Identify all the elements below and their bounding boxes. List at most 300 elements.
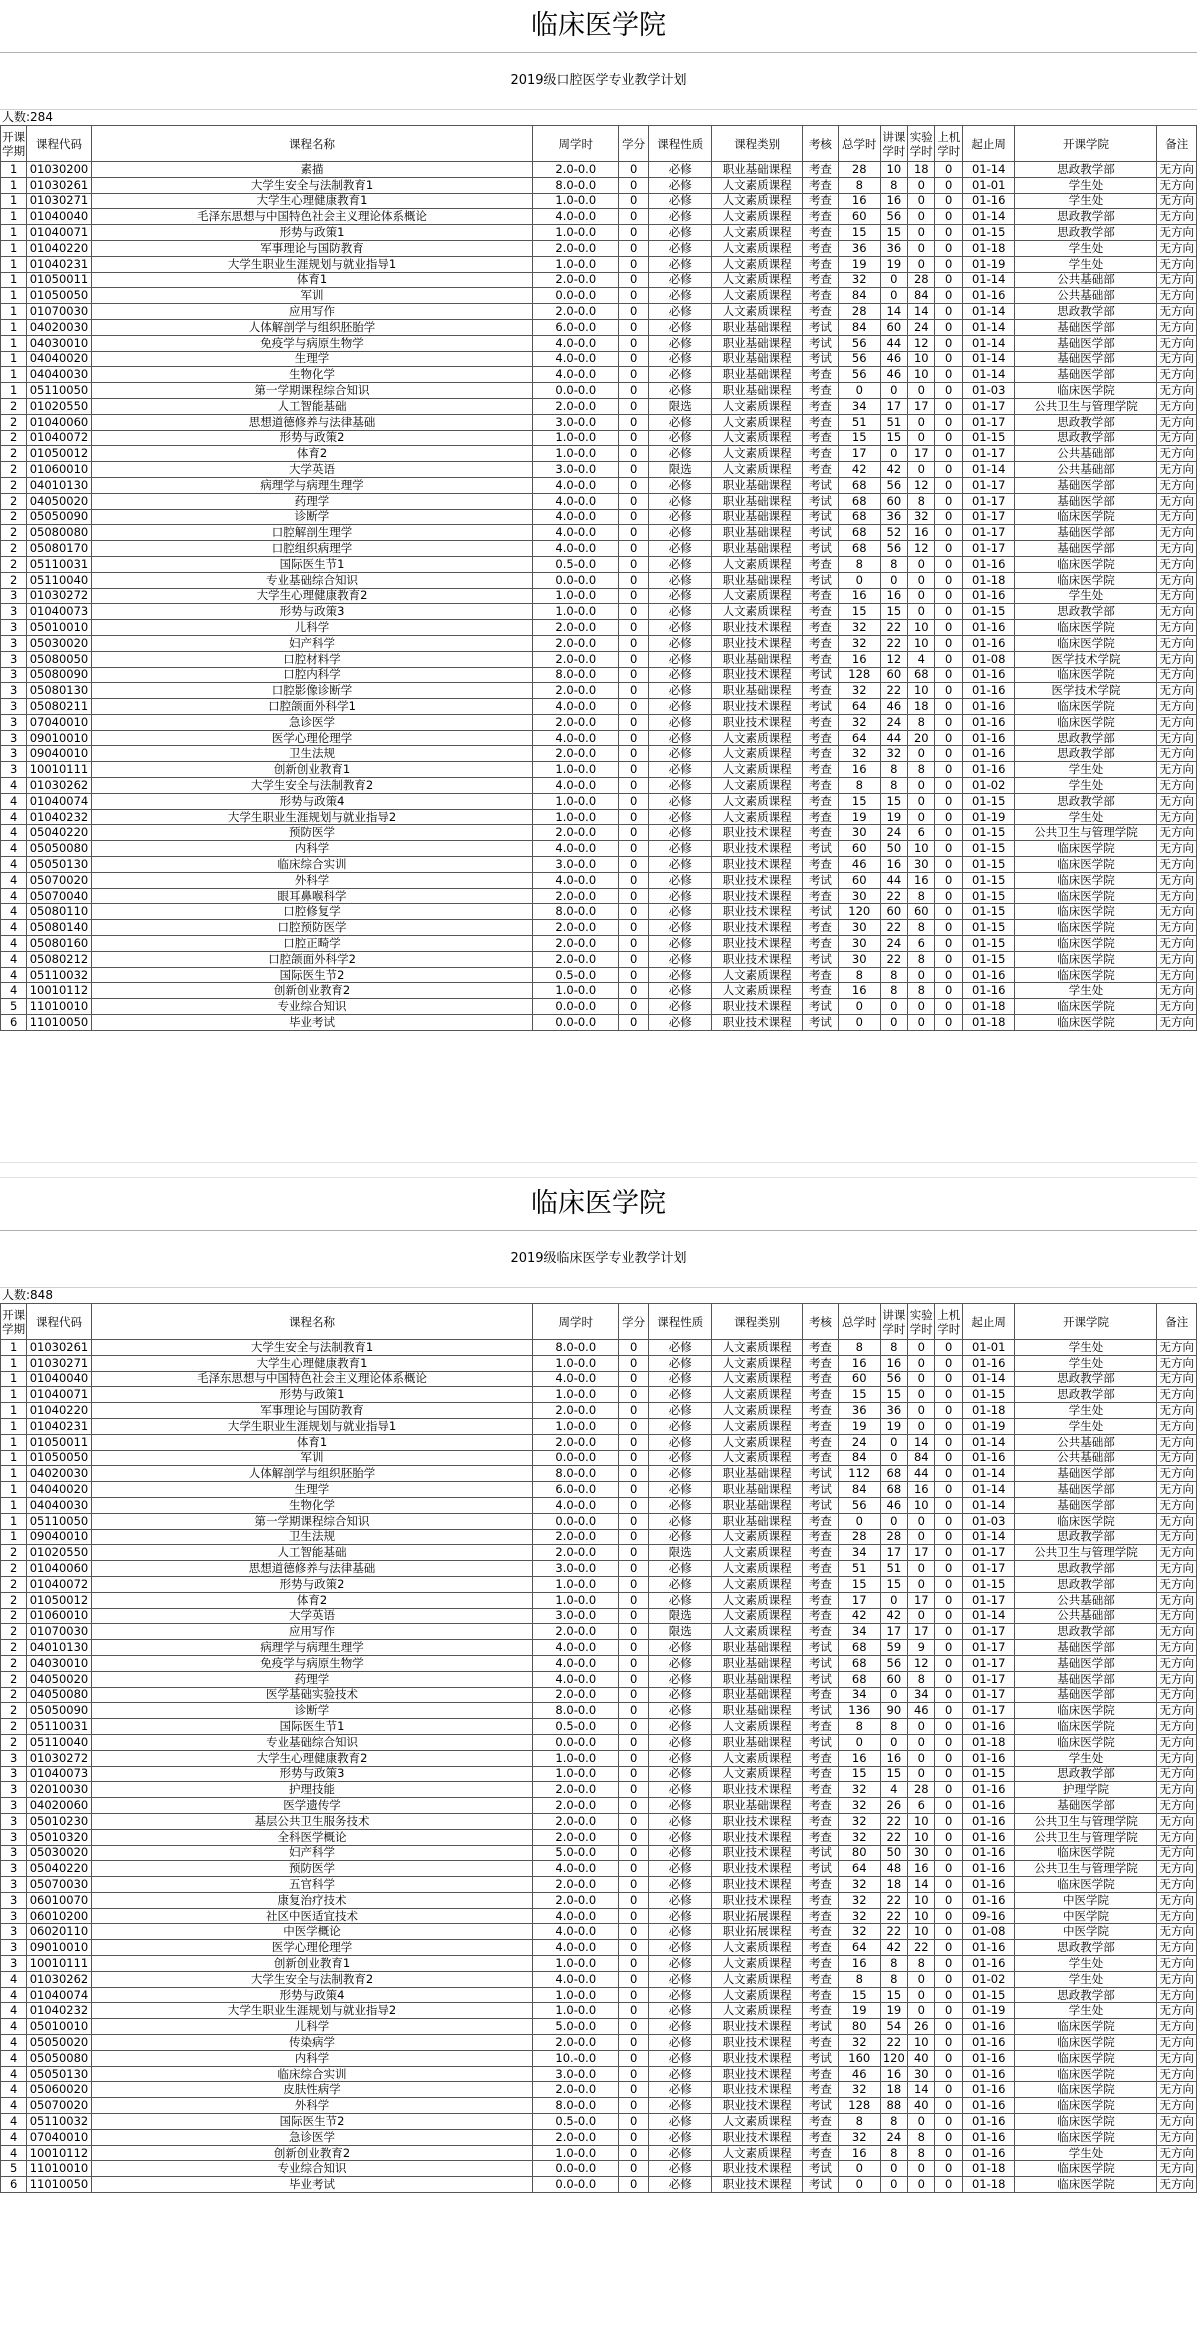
table-cell: 0 [619, 398, 649, 414]
table-cell: 01040232 [27, 809, 91, 825]
table-cell: 临床医学院 [1015, 699, 1157, 715]
table-cell: 0 [619, 872, 649, 888]
table-cell: 80 [838, 2019, 880, 2035]
table-cell: 必修 [649, 872, 712, 888]
table-cell: 0 [619, 509, 649, 525]
table-cell: 5.0-0.0 [533, 1845, 619, 1861]
table-cell: 考查 [803, 430, 839, 446]
table-cell: 临床医学院 [1015, 1513, 1157, 1529]
table-cell: 无方向 [1157, 1529, 1197, 1545]
table-cell: 8 [838, 556, 880, 572]
table-cell: 临床医学院 [1015, 1734, 1157, 1750]
table-cell: 01030271 [27, 1355, 91, 1371]
table-cell: 0 [935, 193, 962, 209]
table-cell: 34 [838, 1687, 880, 1703]
table-cell: 02010030 [27, 1782, 91, 1798]
table-cell: 05110040 [27, 1734, 91, 1750]
table-cell: 考查 [803, 1687, 839, 1703]
table-cell: 1 [1, 304, 27, 320]
table-cell: 0 [908, 604, 935, 620]
table-cell: 必修 [649, 1734, 712, 1750]
table-cell: 17 [908, 1592, 935, 1608]
table-cell: 36 [838, 240, 880, 256]
table-row [1, 525, 1197, 541]
table-cell: 必修 [649, 556, 712, 572]
table-cell: 人文素质课程 [712, 1529, 803, 1545]
table-row [1, 635, 1197, 651]
table-cell: 1.0-0.0 [533, 1418, 619, 1434]
table-cell: 84 [838, 319, 880, 335]
table-row [1, 1450, 1197, 1466]
table-cell: 8 [880, 1340, 907, 1356]
table-cell: 8 [838, 778, 880, 794]
table-cell: 0 [935, 2019, 962, 2035]
table-cell: 0 [619, 240, 649, 256]
table-cell: 必修 [649, 1766, 712, 1782]
table-cell: 临床医学院 [1015, 667, 1157, 683]
table-cell: 2 [1, 446, 27, 462]
table-cell: 3 [1, 1766, 27, 1782]
table-cell: 必修 [649, 1892, 712, 1908]
table-cell: 必修 [649, 620, 712, 636]
table-row [1, 2114, 1197, 2130]
table-row [1, 904, 1197, 920]
table-cell: 0.0-0.0 [533, 2161, 619, 2177]
table-cell: 1 [1, 1403, 27, 1419]
table-cell: 0 [908, 809, 935, 825]
table-cell: 6.0-0.0 [533, 319, 619, 335]
table-cell: 01-16 [962, 983, 1015, 999]
table-cell: 职业技术课程 [712, 2098, 803, 2114]
table-row [1, 920, 1197, 936]
table-cell: 8 [880, 967, 907, 983]
table-cell: 42 [880, 1608, 907, 1624]
table-cell: 0 [880, 2161, 907, 2177]
table-cell: 01-14 [962, 1497, 1015, 1513]
table-cell: 必修 [649, 1671, 712, 1687]
table-cell: 无方向 [1157, 1908, 1197, 1924]
table-cell: 必修 [649, 572, 712, 588]
table-cell: 考试 [803, 1703, 839, 1719]
table-cell: 22 [880, 920, 907, 936]
table-cell: 05050020 [27, 2035, 91, 2051]
table-cell: 0 [619, 556, 649, 572]
table-cell: 学生处 [1015, 1418, 1157, 1434]
table-cell: 14 [908, 304, 935, 320]
table-cell: 0 [619, 983, 649, 999]
table-cell: 0 [935, 1371, 962, 1387]
table-cell: 0 [935, 1482, 962, 1498]
table-cell: 4.0-0.0 [533, 1924, 619, 1940]
table-cell: 职业技术课程 [712, 667, 803, 683]
table-cell: 人文素质课程 [712, 1719, 803, 1735]
table-cell: 14 [880, 304, 907, 320]
table-cell: 01030261 [27, 177, 91, 193]
table-cell: 0 [838, 999, 880, 1015]
table-row [1, 825, 1197, 841]
table-cell: 28 [838, 1529, 880, 1545]
table-cell: 0 [935, 177, 962, 193]
table-cell: 妇产科学 [91, 635, 533, 651]
table-cell: 3.0-0.0 [533, 462, 619, 478]
table-cell: 6 [908, 1798, 935, 1814]
table-row [1, 430, 1197, 446]
table-cell: 职业技术课程 [712, 1877, 803, 1893]
table-cell: 无方向 [1157, 588, 1197, 604]
table-cell: 0 [935, 825, 962, 841]
table-cell: 16 [838, 651, 880, 667]
table-cell: 无方向 [1157, 1892, 1197, 1908]
table-cell: 考试 [803, 1497, 839, 1513]
table-cell: 必修 [649, 1529, 712, 1545]
table-cell: 无方向 [1157, 825, 1197, 841]
table-cell: 0 [619, 620, 649, 636]
table-cell: 0 [619, 857, 649, 873]
table-cell: 0 [619, 1924, 649, 1940]
table-cell: 0 [935, 2066, 962, 2082]
table-cell: 8 [908, 714, 935, 730]
table-cell: 01-16 [962, 288, 1015, 304]
table-cell: 考查 [803, 272, 839, 288]
table-cell: 限选 [649, 1624, 712, 1640]
table-cell: 思政教学部 [1015, 225, 1157, 241]
plan-subtitle: 2019级口腔医学专业教学计划 [0, 53, 1197, 110]
column-header: 学分 [619, 1304, 649, 1340]
table-cell: 0 [908, 2114, 935, 2130]
table-cell: 24 [880, 825, 907, 841]
table-cell: 68 [838, 1640, 880, 1656]
table-cell: 2.0-0.0 [533, 304, 619, 320]
table-cell: 无方向 [1157, 414, 1197, 430]
table-cell: 考试 [803, 999, 839, 1015]
table-cell: 01-16 [962, 2098, 1015, 2114]
table-cell: 16 [908, 1861, 935, 1877]
table-cell: 外科学 [91, 2098, 533, 2114]
table-cell: 大学生安全与法制教育1 [91, 177, 533, 193]
table-cell: 4 [1, 841, 27, 857]
column-header: 总学时 [838, 126, 880, 162]
table-cell: 职业技术课程 [712, 1861, 803, 1877]
table-cell: 51 [838, 1561, 880, 1577]
table-cell: 必修 [649, 1829, 712, 1845]
table-cell: 学生处 [1015, 809, 1157, 825]
table-cell: 4 [1, 2114, 27, 2130]
table-cell: 限选 [649, 1545, 712, 1561]
table-cell: 0 [935, 1671, 962, 1687]
table-cell: 01040232 [27, 2003, 91, 2019]
table-cell: 0 [908, 1355, 935, 1371]
table-row [1, 225, 1197, 241]
table-cell: 01040072 [27, 430, 91, 446]
table-cell: 人体解剖学与组织胚胎学 [91, 1466, 533, 1482]
table-cell: 人文素质课程 [712, 240, 803, 256]
table-row [1, 541, 1197, 557]
table-cell: 01-16 [962, 967, 1015, 983]
table-cell: 应用写作 [91, 1624, 533, 1640]
table-cell: 考试 [803, 841, 839, 857]
table-cell: 考试 [803, 667, 839, 683]
table-row [1, 351, 1197, 367]
table-row [1, 1971, 1197, 1987]
table-cell: 0 [935, 572, 962, 588]
table-cell: 15 [838, 793, 880, 809]
table-cell: 01040060 [27, 1561, 91, 1577]
table-cell: 无方向 [1157, 177, 1197, 193]
table-cell: 0 [619, 667, 649, 683]
table-cell: 0 [935, 304, 962, 320]
table-cell: 人文素质课程 [712, 588, 803, 604]
table-cell: 0 [908, 383, 935, 399]
table-cell: 必修 [649, 2129, 712, 2145]
table-cell: 32 [838, 1798, 880, 1814]
table-cell: 34 [838, 1545, 880, 1561]
table-cell: 思政教学部 [1015, 1940, 1157, 1956]
table-cell: 必修 [649, 1592, 712, 1608]
table-cell: 无方向 [1157, 193, 1197, 209]
table-cell: 2 [1, 1608, 27, 1624]
table-cell: 1.0-0.0 [533, 809, 619, 825]
table-row [1, 462, 1197, 478]
table-cell: 32 [838, 683, 880, 699]
table-cell: 0 [619, 951, 649, 967]
table-cell: 无方向 [1157, 351, 1197, 367]
table-cell: 0 [935, 1750, 962, 1766]
table-cell: 1.0-0.0 [533, 983, 619, 999]
course-table [0, 1303, 1197, 2193]
table-cell: 01-15 [962, 888, 1015, 904]
table-cell: 01-15 [962, 225, 1015, 241]
table-cell: 0 [619, 2082, 649, 2098]
table-cell: 必修 [649, 1813, 712, 1829]
table-cell: 4 [1, 1987, 27, 2003]
table-cell: 2 [1, 1703, 27, 1719]
table-cell: 考查 [803, 888, 839, 904]
table-cell: 30 [838, 936, 880, 952]
table-cell: 160 [838, 2050, 880, 2066]
table-cell: 05060020 [27, 2082, 91, 2098]
table-cell: 01-17 [962, 446, 1015, 462]
table-cell: 01-08 [962, 1924, 1015, 1940]
table-cell: 必修 [649, 367, 712, 383]
table-row [1, 256, 1197, 272]
table-cell: 0 [908, 414, 935, 430]
table-cell: 0 [619, 999, 649, 1015]
table-cell: 4 [1, 936, 27, 952]
table-cell: 职业技术课程 [712, 1015, 803, 1031]
column-header: 课程名称 [91, 126, 533, 162]
table-cell: 30 [838, 888, 880, 904]
table-cell: 68 [908, 667, 935, 683]
table-cell: 临床医学院 [1015, 888, 1157, 904]
table-cell: 专业基础综合知识 [91, 572, 533, 588]
table-cell: 0 [838, 572, 880, 588]
table-cell: 0 [935, 667, 962, 683]
table-cell: 1.0-0.0 [533, 762, 619, 778]
table-cell: 16 [880, 1750, 907, 1766]
table-cell: 3 [1, 699, 27, 715]
table-cell: 必修 [649, 857, 712, 873]
table-cell: 15 [838, 1987, 880, 2003]
table-cell: 16 [908, 872, 935, 888]
table-cell: 0 [908, 1719, 935, 1735]
table-cell: 考试 [803, 1671, 839, 1687]
table-cell: 01-14 [962, 162, 1015, 178]
table-cell: 2.0-0.0 [533, 2082, 619, 2098]
table-cell: 0.5-0.0 [533, 2114, 619, 2130]
table-cell: 05080170 [27, 541, 91, 557]
table-cell: 无方向 [1157, 1497, 1197, 1513]
table-cell: 0 [619, 1624, 649, 1640]
table-cell: 临床医学院 [1015, 635, 1157, 651]
table-cell: 必修 [649, 936, 712, 952]
table-cell: 42 [880, 1940, 907, 1956]
table-cell: 3.0-0.0 [533, 414, 619, 430]
table-cell: 01-17 [962, 1703, 1015, 1719]
table-cell: 1.0-0.0 [533, 1750, 619, 1766]
table-cell: 体育2 [91, 446, 533, 462]
table-cell: 思政教学部 [1015, 1766, 1157, 1782]
table-cell: 0 [880, 288, 907, 304]
table-cell: 五官科学 [91, 1877, 533, 1893]
table-cell: 2.0-0.0 [533, 1829, 619, 1845]
table-cell: 06010070 [27, 1892, 91, 1908]
table-cell: 公共基础部 [1015, 288, 1157, 304]
table-cell: 无方向 [1157, 2098, 1197, 2114]
table-cell: 19 [838, 809, 880, 825]
table-cell: 4.0-0.0 [533, 509, 619, 525]
table-cell: 考查 [803, 793, 839, 809]
table-row [1, 1513, 1197, 1529]
table-cell: 0 [935, 493, 962, 509]
table-cell: 卫生法规 [91, 1529, 533, 1545]
table-cell: 60 [838, 841, 880, 857]
table-cell: 10010111 [27, 762, 91, 778]
table-cell: 01-15 [962, 872, 1015, 888]
table-cell: 10 [908, 841, 935, 857]
table-cell: 01-18 [962, 240, 1015, 256]
table-cell: 思政教学部 [1015, 1987, 1157, 2003]
table-cell: 0 [880, 1687, 907, 1703]
table-cell: 必修 [649, 1987, 712, 2003]
table-cell: 医学心理伦理学 [91, 1940, 533, 1956]
table-cell: 60 [880, 319, 907, 335]
table-cell: 04010130 [27, 1640, 91, 1656]
table-cell: 04030010 [27, 1655, 91, 1671]
table-cell: 36 [880, 1403, 907, 1419]
table-cell: 64 [838, 730, 880, 746]
table-cell: 人文素质课程 [712, 1418, 803, 1434]
table-cell: 1.0-0.0 [533, 1387, 619, 1403]
table-cell: 0 [935, 651, 962, 667]
table-cell: 0 [935, 1592, 962, 1608]
table-cell: 形势与政策2 [91, 430, 533, 446]
table-cell: 医学技术学院 [1015, 651, 1157, 667]
table-cell: 4.0-0.0 [533, 1861, 619, 1877]
table-cell: 01-19 [962, 809, 1015, 825]
table-cell: 46 [880, 1497, 907, 1513]
table-cell: 01040231 [27, 1418, 91, 1434]
table-cell: 42 [880, 462, 907, 478]
table-cell: 05110032 [27, 967, 91, 983]
table-cell: 考查 [803, 1877, 839, 1893]
table-cell: 考查 [803, 2082, 839, 2098]
table-cell: 必修 [649, 793, 712, 809]
table-cell: 8 [908, 1956, 935, 1972]
table-cell: 考查 [803, 2114, 839, 2130]
table-cell: 学生处 [1015, 1355, 1157, 1371]
table-cell: 01050050 [27, 1450, 91, 1466]
table-cell: 形势与政策1 [91, 225, 533, 241]
table-cell: 口腔颌面外科学2 [91, 951, 533, 967]
table-row [1, 1624, 1197, 1640]
table-row [1, 1592, 1197, 1608]
table-cell: 思政教学部 [1015, 414, 1157, 430]
table-cell: 基础医学部 [1015, 1497, 1157, 1513]
table-cell: 基层公共卫生服务技术 [91, 1813, 533, 1829]
table-cell: 0 [935, 714, 962, 730]
table-cell: 必修 [649, 1434, 712, 1450]
table-cell: 01-15 [962, 1576, 1015, 1592]
table-cell: 临床医学院 [1015, 1845, 1157, 1861]
table-cell: 01-16 [962, 762, 1015, 778]
table-cell: 44 [908, 1466, 935, 1482]
table-cell: 无方向 [1157, 398, 1197, 414]
table-cell: 无方向 [1157, 272, 1197, 288]
table-cell: 2.0-0.0 [533, 1403, 619, 1419]
table-cell: 皮肤性病学 [91, 2082, 533, 2098]
table-cell: 考查 [803, 2129, 839, 2145]
table-cell: 60 [838, 872, 880, 888]
table-cell: 必修 [649, 1403, 712, 1419]
column-header: 起止周 [962, 1304, 1015, 1340]
table-cell: 0 [619, 1513, 649, 1529]
sheet-gap [0, 1148, 1197, 1178]
table-cell: 0 [935, 288, 962, 304]
column-header: 周学时 [533, 126, 619, 162]
table-cell: 01-16 [962, 683, 1015, 699]
table-cell: 临床医学院 [1015, 2177, 1157, 2193]
table-cell: 0 [619, 967, 649, 983]
table-cell: 口腔材料学 [91, 651, 533, 667]
table-cell: 0 [935, 604, 962, 620]
table-cell: 无方向 [1157, 1734, 1197, 1750]
table-row [1, 304, 1197, 320]
table-cell: 0 [619, 162, 649, 178]
table-cell: 0 [619, 272, 649, 288]
table-cell: 无方向 [1157, 730, 1197, 746]
table-cell: 0 [880, 446, 907, 462]
table-cell: 无方向 [1157, 983, 1197, 999]
table-cell: 8 [838, 1340, 880, 1356]
table-cell: 01-17 [962, 509, 1015, 525]
table-cell: 0 [619, 2003, 649, 2019]
table-cell: 人文素质课程 [712, 793, 803, 809]
table-cell: 8 [838, 177, 880, 193]
table-cell: 01-16 [962, 1813, 1015, 1829]
table-cell: 0 [619, 1466, 649, 1482]
table-cell: 4.0-0.0 [533, 1671, 619, 1687]
table-cell: 1.0-0.0 [533, 225, 619, 241]
table-cell: 考查 [803, 1529, 839, 1545]
column-header: 实验学时 [908, 126, 935, 162]
table-cell: 口腔影像诊断学 [91, 683, 533, 699]
table-cell: 01-17 [962, 1624, 1015, 1640]
table-cell: 11010050 [27, 2177, 91, 2193]
table-cell: 临床医学院 [1015, 556, 1157, 572]
table-cell: 考试 [803, 2177, 839, 2193]
table-cell: 护理技能 [91, 1782, 533, 1798]
table-cell: 8 [908, 888, 935, 904]
